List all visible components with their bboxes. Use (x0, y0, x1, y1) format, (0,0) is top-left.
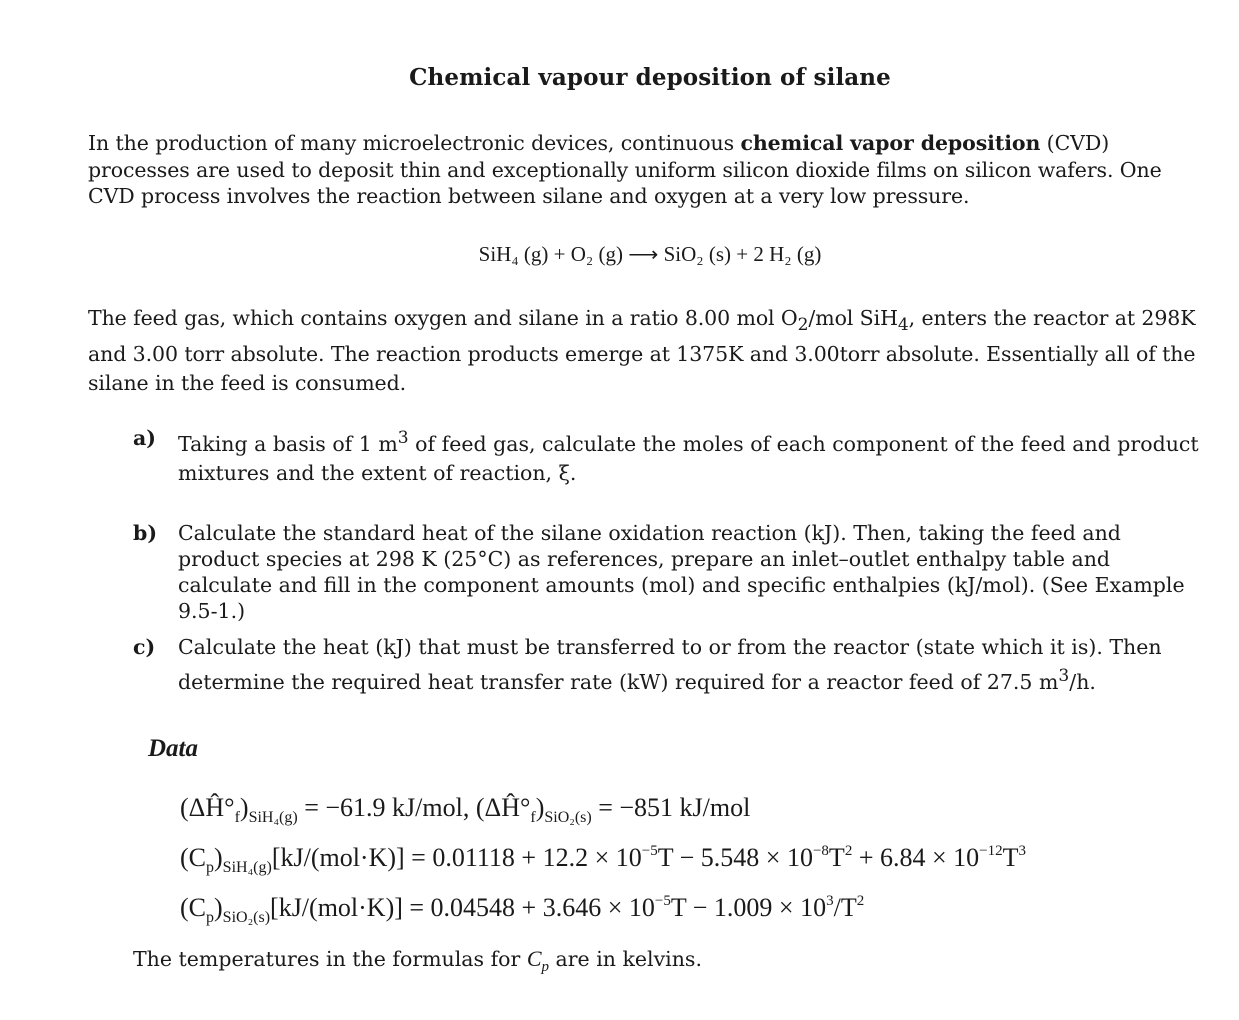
f3-s1: p (206, 909, 214, 926)
question-a-text (178, 424, 1208, 488)
question-a (133, 424, 1208, 488)
question-a-text-before: Taking a basis of 1 m (178, 431, 398, 456)
note-after: are in kelvins. (549, 947, 702, 971)
f2-s2: SiH₄(g) (222, 859, 272, 876)
reaction-equation: SiH₄ (g) + O₂ (g) ⟶ SiO₂ (s) + 2 H₂ (g) (478, 242, 822, 266)
f1-t4: ) (535, 793, 545, 822)
f2-p5: 3 (1018, 843, 1026, 859)
question-b-text: Calculate the standard heat of the silane oxidation reaction (kJ). Then, taking the feed and product species at 298 K (25°C) as references, prepare an inlet–outlet enthalpy table and calculate and fill in the component amounts (mol) and specific enthalpies (kJ/mol). (See Example 9.5-1.) (178, 521, 1185, 623)
f2-t2: ) (214, 843, 223, 872)
temperature-note (133, 946, 702, 976)
f1-t5: = −851 kJ/mol (591, 793, 751, 822)
f2-p1: −5 (641, 843, 658, 859)
question-a-label: a) (133, 426, 156, 450)
formula-cp-silane (180, 843, 1026, 877)
question-c-sup: 3 (1058, 666, 1070, 686)
f2-t6: + 6.84 × 10 (852, 843, 980, 872)
feed-text-after: , enters the reactor at 298K and 3.00 torr absolute. The reaction products emerge at 1375K and 3.00torr absolute. Essentially all of the silane in the feed is consumed. (88, 306, 1196, 396)
f3-p1: −5 (654, 893, 671, 909)
f1-s4: SiO₂(s) (544, 809, 592, 826)
formula-heats-of-formation (180, 793, 750, 827)
f2-t7: T (1002, 843, 1019, 872)
f2-p4: −12 (979, 843, 1003, 859)
data-heading: Data (148, 735, 198, 762)
question-b-label: b) (133, 521, 158, 545)
feed-subscript-sih4: 4 (897, 315, 909, 336)
f2-p3: 2 (844, 843, 853, 859)
feed-text-before: The feed gas, which contains oxygen and silane in a ratio 8.00 mol O (88, 306, 798, 330)
f2-p2: −8 (812, 843, 829, 859)
page-title: Chemical vapour deposition of silane (409, 64, 891, 91)
question-c-label: c) (133, 635, 156, 659)
feed-subscript-o2: 2 (797, 315, 809, 336)
f3-p2: 3 (826, 893, 834, 909)
f1-s2: SiH₄(g) (248, 809, 298, 826)
question-c-text (178, 633, 1208, 697)
f3-t1: (C (180, 893, 206, 922)
f2-s1: p (206, 859, 214, 876)
f1-t2: ) (239, 793, 249, 822)
question-a-sup: 3 (397, 428, 409, 448)
f3-t4: T − 1.009 × 10 (670, 893, 827, 922)
formula-cp-silica (180, 893, 864, 927)
note-cp-sub: p (541, 959, 550, 976)
question-a-text-after: of feed gas, calculate the moles of each component of the feed and product mixtures and the extent of reaction, ξ. (178, 431, 1199, 485)
f2-t4: T − 5.548 × 10 (657, 843, 813, 872)
intro-bold-term: chemical vapor deposition (740, 131, 1041, 155)
f3-s2: SiO₂(s) (222, 909, 271, 926)
intro-paragraph (88, 130, 1208, 210)
f3-t2: ) (214, 893, 223, 922)
f3-p3: 2 (856, 893, 865, 909)
f1-t1: (ΔĤ° (180, 793, 235, 822)
feed-text-mid: /mol SiH (808, 306, 898, 330)
note-before: The temperatures in the formulas for (133, 947, 527, 971)
question-c (133, 633, 1208, 697)
feed-paragraph (88, 304, 1208, 398)
f2-t1: (C (180, 843, 206, 872)
f2-t5: T (828, 843, 845, 872)
f2-t3: [kJ/(mol·K)] = 0.01118 + 12.2 × 10 (271, 843, 642, 872)
f1-s1: f (234, 809, 240, 826)
note-cp: C (526, 946, 542, 971)
intro-text-before: In the production of many microelectronic devices, continuous (88, 131, 741, 155)
question-b (133, 520, 1208, 624)
f3-t5: /T (833, 893, 857, 922)
intro-text-after: (CVD) processes are used to deposit thin and exceptionally uniform silicon dioxide films on silicon wafers. One CVD process involves the reaction between silane and oxygen at a very low pressure. (88, 131, 1162, 208)
f1-s3: f (530, 809, 536, 826)
question-c-text-after: /h. (1069, 669, 1096, 694)
question-c-text-before: Calculate the heat (kJ) that must be transferred to or from the reactor (state which it is). Then determine the required heat transfer rate (kW) required for a reactor feed of 27.5 m (178, 635, 1162, 694)
f3-t3: [kJ/(mol·K)] = 0.04548 + 3.646 × 10 (270, 893, 655, 922)
f1-t3: = −61.9 kJ/mol, (ΔĤ° (297, 793, 531, 822)
